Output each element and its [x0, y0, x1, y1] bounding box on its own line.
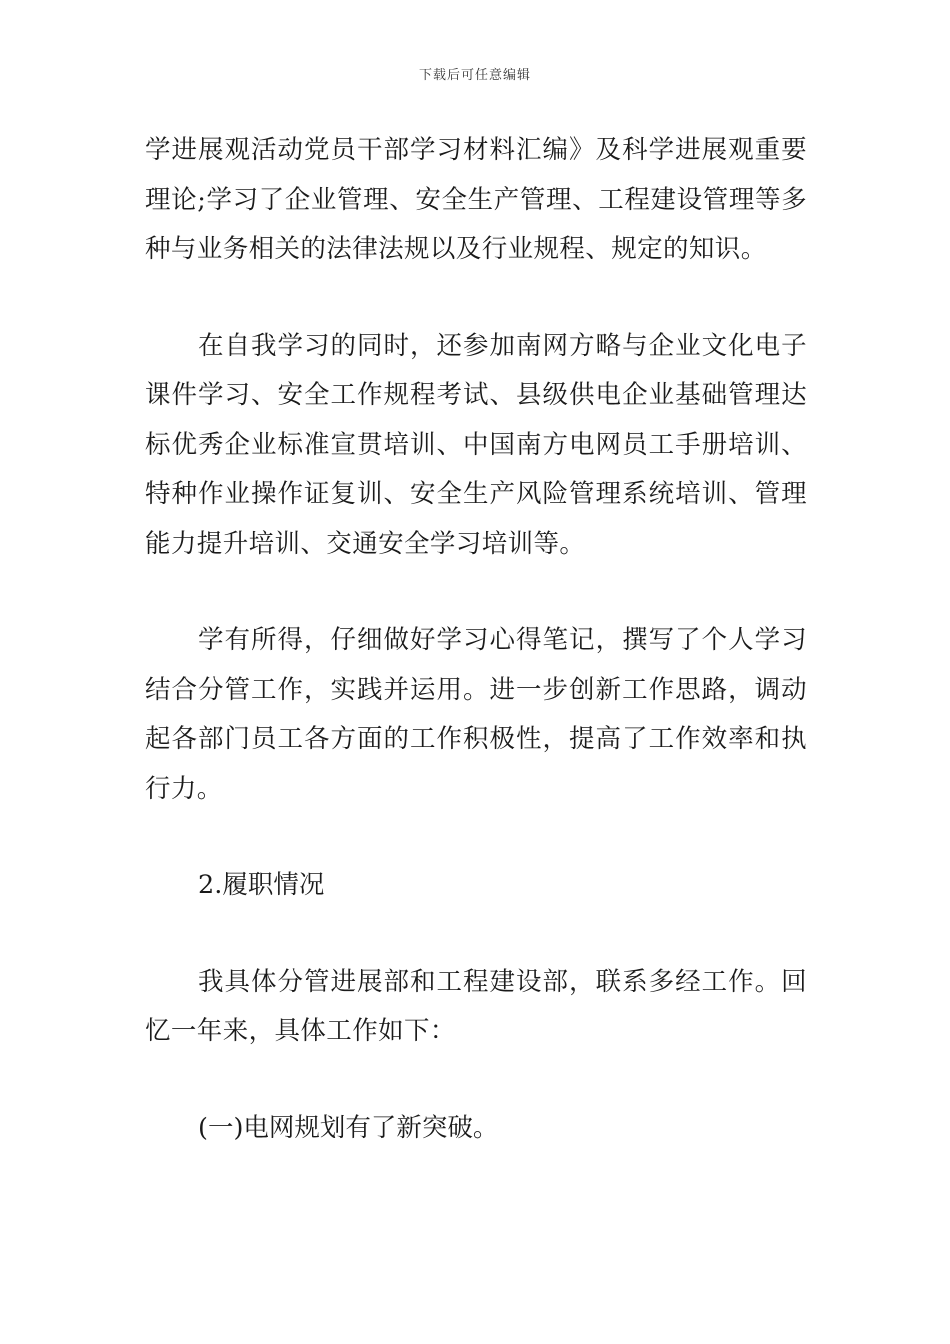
header-note: 下载后可任意编辑: [418, 68, 531, 83]
paragraph-learning-results: 学有所得，仔细做好学习心得笔记，撰写了个人学习结合分管工作，实践并运用。进一步创新工作思路，调动起各部门员工各方面的工作积极性，提高了工作效率和执行力。: [145, 625, 807, 804]
paragraph-study-materials: 学进展观活动党员干部学习材料汇编》及科学进展观重要理论;学习了企业管理、安全生产管理、工程建设管理等多种与业务相关的法律法规以及行业规程、规定的知识。: [145, 135, 807, 264]
paragraph-responsibilities: 我具体分管进展部和工程建设部，联系多经工作。回忆一年来，具体工作如下：: [145, 966, 807, 1046]
section-heading-duties: 2.履职情况: [198, 870, 325, 900]
document-body: [145, 126, 807, 1200]
subsection-heading-grid-planning: (一)电网规划有了新突破。: [198, 1112, 499, 1143]
paragraph-training: 在自我学习的同时，还参加南网方略与企业文化电子课件学习、安全工作规程考试、县级供电企业基础管理达标优秀企业标准宣贯培训、中国南方电网员工手册培训、特种作业操作证复训、安全生产风险管理系统培训、管理能力提升培训、交通安全学习培训等。: [145, 330, 807, 559]
